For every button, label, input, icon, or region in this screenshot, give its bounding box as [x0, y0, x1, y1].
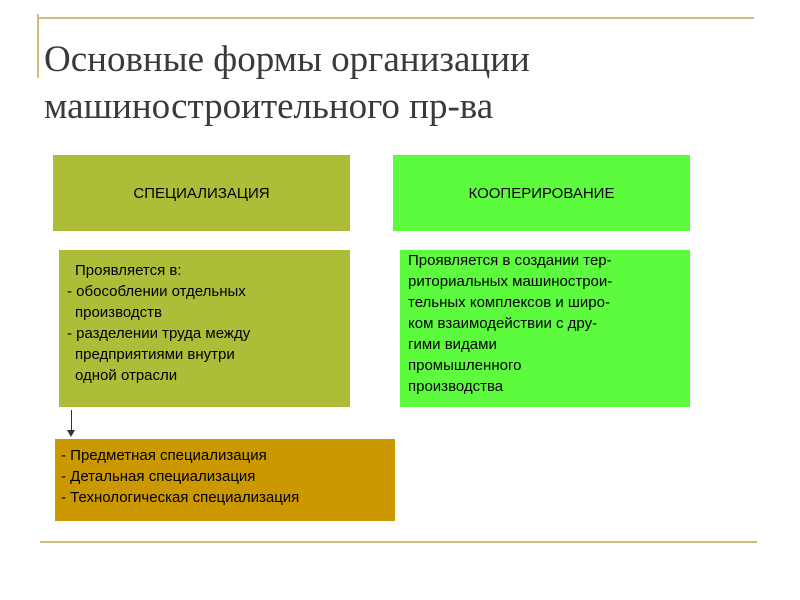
- connector-arrow-line: [71, 410, 72, 432]
- slide-title: [44, 36, 744, 130]
- specialization-line: предприятиями внутри: [75, 346, 235, 363]
- specialization-header-box: [53, 155, 350, 231]
- top-rule: [37, 17, 754, 19]
- specialization-line: Проявляется в:: [75, 262, 182, 279]
- specialization-types-box: [55, 439, 395, 521]
- title-line-1: Основные формы организации: [44, 39, 530, 80]
- bottom-rule: [40, 541, 757, 543]
- cooperation-line: ком взаимодействии с дру-: [408, 315, 598, 332]
- connector-arrow-head-icon: [67, 430, 75, 437]
- cooperation-line: промышленного: [408, 357, 522, 374]
- specialization-line: - обособлении отдельных: [67, 283, 246, 300]
- specialization-header-label: СПЕЦИАЛИЗАЦИЯ: [133, 184, 270, 202]
- cooperation-header-box: [393, 155, 690, 231]
- cooperation-line: Проявляется в создании тер-: [408, 252, 612, 269]
- specialization-line: производств: [75, 304, 162, 321]
- cooperation-header-label: КООПЕРИРОВАНИЕ: [468, 184, 615, 202]
- cooperation-line: риториальных машинострои-: [408, 273, 613, 290]
- specialization-line: - разделении труда между: [67, 325, 251, 342]
- cooperation-description-box: [400, 250, 690, 407]
- cooperation-line: тельных комплексов и широ-: [408, 294, 610, 311]
- cooperation-line: гими видами: [408, 336, 497, 353]
- specialization-line: одной отрасли: [75, 367, 178, 384]
- specialization-description-box: [59, 250, 350, 407]
- specialization-type-item: - Предметная специализация: [61, 447, 267, 464]
- title-line-2: машиностроительного пр-ва: [44, 86, 494, 127]
- specialization-type-item: - Технологическая специализация: [61, 489, 300, 506]
- cooperation-line: производства: [408, 378, 504, 395]
- left-rule: [37, 14, 39, 78]
- specialization-type-item: - Детальная специализация: [61, 468, 256, 485]
